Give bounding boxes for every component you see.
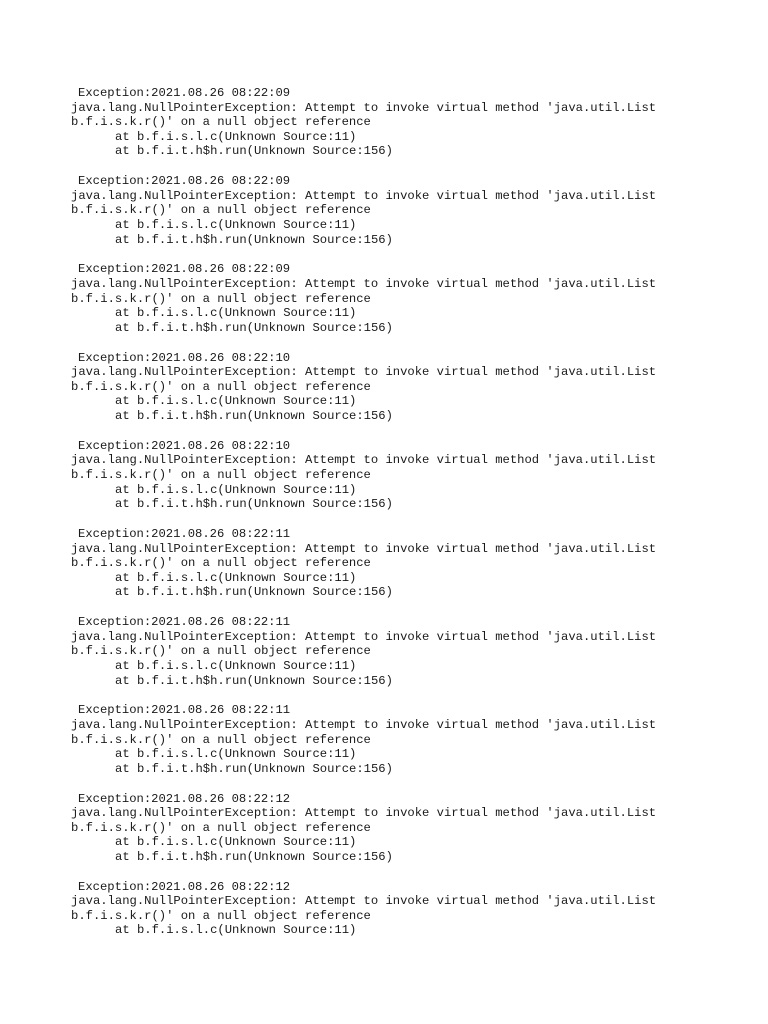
exception-message: java.lang.NullPointerException: Attempt to invoke virtual method 'java.util.List [71, 541, 657, 556]
exception-message: java.lang.NullPointerException: Attempt to invoke virtual method 'java.util.List [71, 100, 657, 115]
exception-log [71, 86, 761, 968]
exception-message-continued: b.f.i.s.k.r()' on a null object reference [71, 556, 371, 571]
exception-header: Exception:2021.08.26 08:22:12 [78, 879, 291, 894]
exception-message-continued: b.f.i.s.k.r()' on a null object reference [71, 467, 371, 482]
stack-frame: at b.f.i.s.l.c(Unknown Source:11) [115, 747, 357, 762]
exception-header: Exception:2021.08.26 08:22:10 [78, 438, 291, 453]
exception-header: Exception:2021.08.26 08:22:11 [78, 615, 291, 630]
stack-frame: at b.f.i.t.h$h.run(Unknown Source:156) [115, 673, 393, 688]
stack-frame: at b.f.i.s.l.c(Unknown Source:11) [115, 570, 357, 585]
stack-frame: at b.f.i.s.l.c(Unknown Source:11) [115, 306, 357, 321]
log-entry [71, 351, 761, 439]
stack-frame: at b.f.i.s.l.c(Unknown Source:11) [115, 658, 357, 673]
exception-message: java.lang.NullPointerException: Attempt to invoke virtual method 'java.util.List [71, 629, 657, 644]
log-entry [71, 792, 761, 880]
exception-header: Exception:2021.08.26 08:22:12 [78, 791, 291, 806]
stack-frame: at b.f.i.s.l.c(Unknown Source:11) [115, 923, 357, 938]
log-entry [71, 86, 761, 174]
exception-message: java.lang.NullPointerException: Attempt to invoke virtual method 'java.util.List [71, 365, 657, 380]
exception-message-continued: b.f.i.s.k.r()' on a null object reference [71, 115, 371, 130]
log-entry [71, 880, 761, 968]
stack-frame: at b.f.i.s.l.c(Unknown Source:11) [115, 482, 357, 497]
stack-frame: at b.f.i.s.l.c(Unknown Source:11) [115, 394, 357, 409]
stack-frame: at b.f.i.s.l.c(Unknown Source:11) [115, 835, 357, 850]
log-entry [71, 439, 761, 527]
exception-message-continued: b.f.i.s.k.r()' on a null object reference [71, 644, 371, 659]
exception-header: Exception:2021.08.26 08:22:09 [78, 86, 291, 100]
log-entry [71, 703, 761, 791]
exception-header: Exception:2021.08.26 08:22:11 [78, 703, 291, 718]
exception-message: java.lang.NullPointerException: Attempt to invoke virtual method 'java.util.List [71, 717, 657, 732]
exception-header: Exception:2021.08.26 08:22:09 [78, 174, 291, 189]
exception-message: java.lang.NullPointerException: Attempt to invoke virtual method 'java.util.List [71, 894, 657, 909]
exception-message-continued: b.f.i.s.k.r()' on a null object reference [71, 379, 371, 394]
exception-message: java.lang.NullPointerException: Attempt to invoke virtual method 'java.util.List [71, 276, 657, 291]
stack-frame: at b.f.i.s.l.c(Unknown Source:11) [115, 217, 357, 232]
stack-frame: at b.f.i.t.h$h.run(Unknown Source:156) [115, 232, 393, 247]
exception-message: java.lang.NullPointerException: Attempt to invoke virtual method 'java.util.List [71, 453, 657, 468]
stack-frame: at b.f.i.t.h$h.run(Unknown Source:156) [115, 497, 393, 512]
exception-message: java.lang.NullPointerException: Attempt to invoke virtual method 'java.util.List [71, 188, 657, 203]
exception-message-continued: b.f.i.s.k.r()' on a null object reference [71, 203, 371, 218]
stack-frame: at b.f.i.s.l.c(Unknown Source:11) [115, 129, 357, 144]
exception-message-continued: b.f.i.s.k.r()' on a null object reference [71, 820, 371, 835]
log-entry [71, 615, 761, 703]
log-entry [71, 262, 761, 350]
stack-frame: at b.f.i.t.h$h.run(Unknown Source:156) [115, 585, 393, 600]
exception-message-continued: b.f.i.s.k.r()' on a null object reference [71, 291, 371, 306]
log-entry [71, 527, 761, 615]
stack-frame: at b.f.i.t.h$h.run(Unknown Source:156) [115, 408, 393, 423]
exception-message-continued: b.f.i.s.k.r()' on a null object reference [71, 908, 371, 923]
stack-frame: at b.f.i.t.h$h.run(Unknown Source:156) [115, 144, 393, 159]
log-entry [71, 174, 761, 262]
exception-header: Exception:2021.08.26 08:22:11 [78, 526, 291, 541]
exception-header: Exception:2021.08.26 08:22:10 [78, 350, 291, 365]
stack-frame: at b.f.i.t.h$h.run(Unknown Source:156) [115, 761, 393, 776]
exception-message: java.lang.NullPointerException: Attempt to invoke virtual method 'java.util.List [71, 806, 657, 821]
exception-message-continued: b.f.i.s.k.r()' on a null object reference [71, 732, 371, 747]
exception-header: Exception:2021.08.26 08:22:09 [78, 262, 291, 277]
stack-frame: at b.f.i.t.h$h.run(Unknown Source:156) [115, 320, 393, 335]
stack-frame: at b.f.i.t.h$h.run(Unknown Source:156) [115, 849, 393, 864]
